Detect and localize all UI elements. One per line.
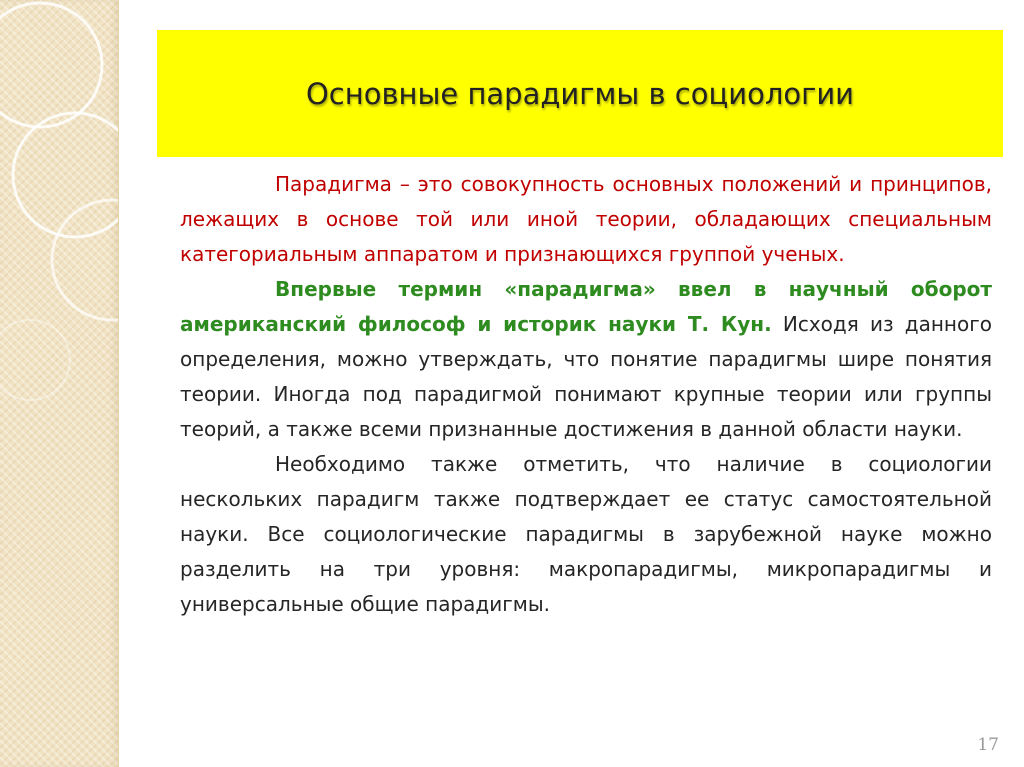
paragraph-history (180, 272, 992, 447)
decorative-side-band (0, 0, 119, 767)
definition-text: Парадигма – это совокупность основных положений и принципов, лежащих в основе той или иной теории, обладающих специальным категориальным аппаратом и признающихся группой ученых. (180, 172, 992, 266)
title-banner (157, 30, 1003, 157)
history-text: Исходя из данного определения, можно утверждать, что понятие парадигмы шире понятия теории. Иногда под парадигмой понимают крупные теории или группы теорий, а также всеми признанные достижения в данной области науки. (180, 312, 992, 441)
paragraph-levels (180, 447, 992, 622)
levels-text: Необходимо также отметить, что наличие в социологии нескольких парадигм также подтверждает ее статус самостоятельной науки. Все социологические парадигмы в зарубежной науке можно разделить на три уровня: макропарадигмы, микропарадигмы и универсальные общие парадигмы. (180, 452, 992, 616)
decorative-circles (0, 0, 118, 767)
paragraph-definition (180, 167, 992, 272)
highlight-text: Впервые термин «парадигма» ввел в научный оборот американский философ и историк науки Т. Кун. (180, 277, 992, 336)
slide-title: Основные парадигмы в социологии (305, 76, 855, 111)
slide-body (180, 167, 992, 622)
page-number: 17 (977, 735, 999, 755)
